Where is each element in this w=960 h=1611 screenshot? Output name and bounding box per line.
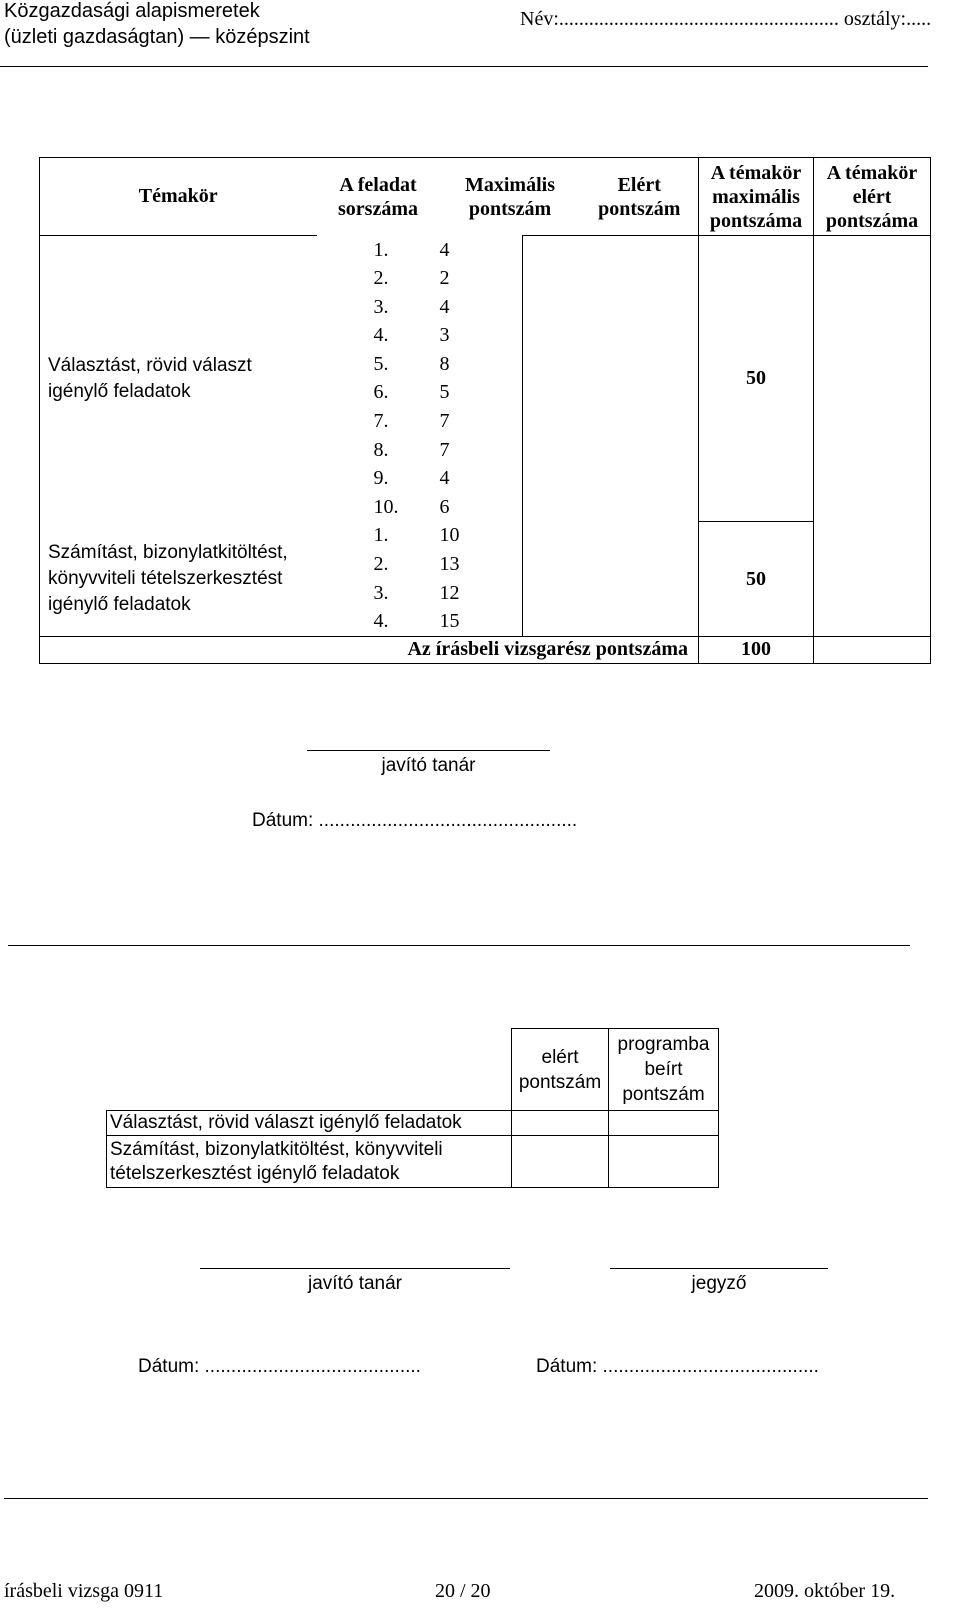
row-choice-achieved[interactable] [512, 1111, 609, 1136]
header-rule [0, 66, 928, 67]
table-row [40, 521, 931, 550]
task-max: 7 [439, 410, 450, 433]
task-number: 4. [373, 324, 389, 347]
task-number: 7. [373, 410, 389, 433]
total-value: 100 [699, 636, 814, 663]
topic-max-1: 50 [699, 236, 814, 522]
scoring-table [39, 157, 931, 664]
task-max: 6 [439, 495, 450, 518]
signature-line-teacher [200, 1268, 510, 1269]
topic-achieved-cell[interactable] [814, 236, 931, 637]
signature-label: javító tanár [381, 755, 476, 776]
row-calc-label: Számítást, bizonylatkitöltést, könyvviteli tételszerkesztést igénylő feladatok [107, 1136, 512, 1188]
col-achieved: elért pontszám [512, 1029, 609, 1111]
header-title [4, 0, 310, 50]
task-max: 2 [439, 267, 450, 290]
topic-max-2: 50 [699, 521, 814, 636]
task-number: 4. [373, 610, 389, 633]
total-label: Az írásbeli vizsgarész pontszáma [40, 636, 699, 663]
header-topic: Témakör [40, 158, 317, 236]
task-number: 2. [373, 267, 389, 290]
task-number: 10. [373, 495, 399, 518]
notary-date: Dátum: ......................................... [536, 1356, 819, 1377]
row-calc-achieved[interactable] [512, 1136, 609, 1188]
task-number: 5. [373, 352, 389, 375]
table-row [40, 236, 931, 265]
notary-label: jegyző [691, 1273, 747, 1294]
task-number: 1. [373, 524, 389, 547]
task-max: 8 [439, 352, 450, 375]
topic-calculation: Számítást, bizonylatkitöltést, könyvviteli tételszerkesztést igénylő feladatok [40, 521, 317, 636]
header-title-line1: Közgazdasági alapismeretek [4, 0, 260, 22]
teacher-date: Dátum: ......................................... [138, 1356, 421, 1377]
task-max: 4 [439, 467, 450, 490]
header-topic-max: A témakör maximális pontszáma [699, 158, 814, 236]
task-max: 7 [439, 438, 450, 461]
task-number: 1. [373, 238, 389, 261]
score-entry-table [106, 1028, 719, 1188]
col-entered: programba beírt pontszám [609, 1029, 719, 1111]
header-achieved: Elért pontszám [581, 158, 699, 236]
task-number: 3. [373, 581, 389, 604]
achieved-cell-column[interactable] [523, 236, 699, 637]
task-max: 15 [439, 610, 460, 633]
row-choice-entered[interactable] [609, 1111, 719, 1136]
task-number: 3. [373, 295, 389, 318]
footer-date: 2009. október 19. [754, 1580, 896, 1602]
header-max: Maximális pontszám [440, 158, 581, 236]
task-number: 2. [373, 553, 389, 576]
header-name-class: Név:........................................................ osztály:..... [520, 8, 932, 30]
task-max: 4 [439, 238, 450, 261]
date-field: Dátum: ................................................. [252, 810, 578, 831]
footer-rule [4, 1498, 928, 1499]
task-max: 10 [439, 524, 460, 547]
task-max: 5 [439, 381, 450, 404]
row-choice-label: Választást, rövid választ igénylő feladatok [107, 1111, 512, 1136]
table-header-row [40, 158, 931, 236]
task-number: 6. [373, 381, 389, 404]
footer-page: 20 / 20 [435, 1580, 491, 1602]
footer-left: írásbeli vizsga 0911 [4, 1580, 164, 1602]
topic-choice: Választást, rövid választ igénylő feladatok [40, 236, 317, 522]
task-number: 8. [373, 438, 389, 461]
task-max: 13 [439, 553, 460, 576]
row-calc-entered[interactable] [609, 1136, 719, 1188]
header-topic-achieved: A témakör elért pontszáma [814, 158, 931, 236]
task-number: 9. [373, 467, 389, 490]
task-max: 4 [439, 295, 450, 318]
signature-line-notary [610, 1268, 828, 1269]
teacher-label: javító tanár [308, 1273, 402, 1294]
signature-line [307, 750, 550, 751]
header-task-no: A feladat sorszáma [317, 158, 440, 236]
header-title-line2: (üzleti gazdaságtan) — középszint [4, 26, 310, 48]
section-divider [8, 945, 910, 946]
total-row [40, 636, 931, 663]
total-achieved-cell[interactable] [814, 636, 931, 663]
task-max: 12 [439, 581, 460, 604]
task-max: 3 [439, 324, 450, 347]
